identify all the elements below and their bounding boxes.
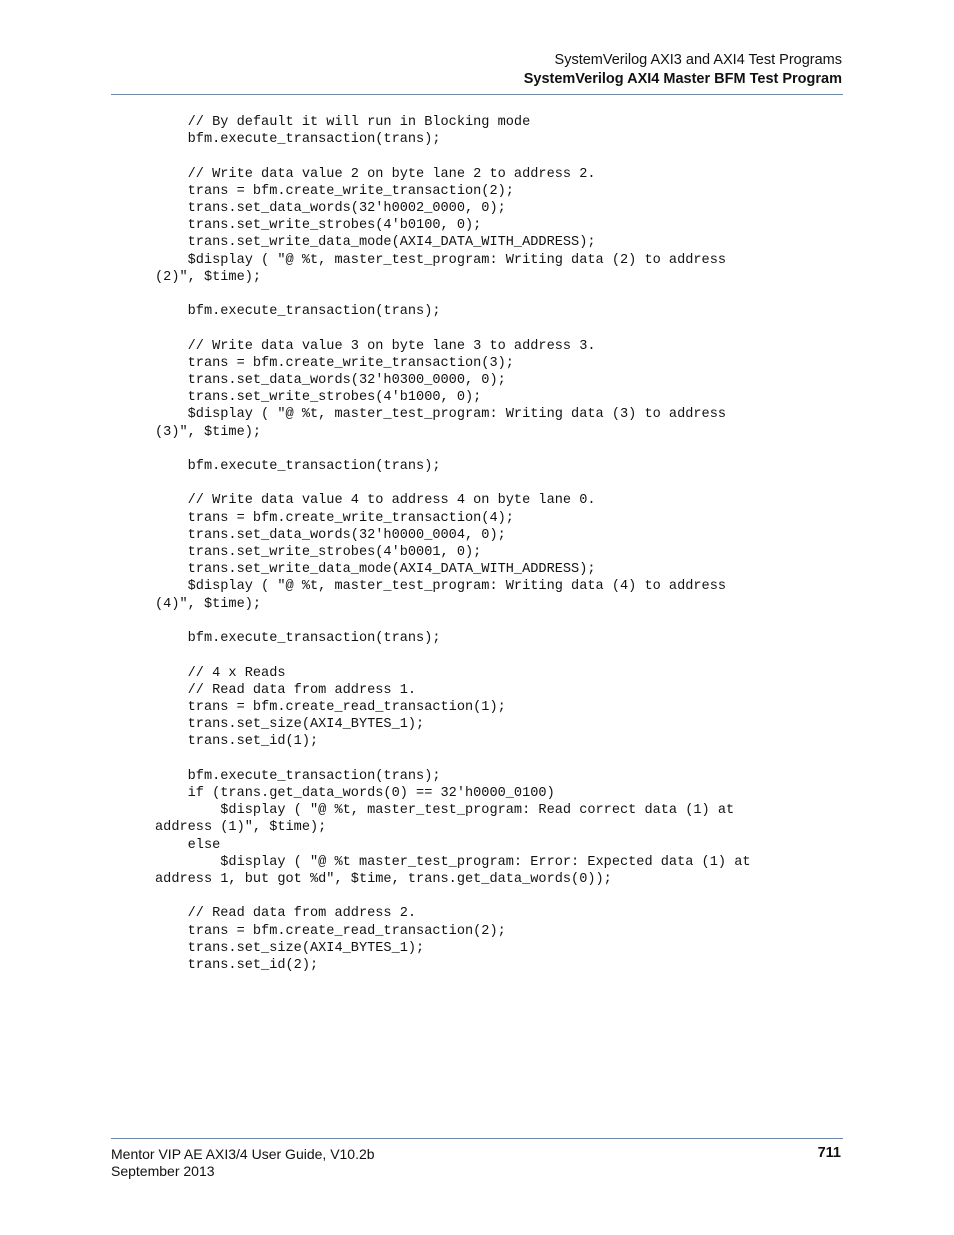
code-line: // Write data value 2 on byte lane 2 to address 2. xyxy=(155,166,596,182)
code-line: bfm.execute_transaction(trans); xyxy=(155,459,441,475)
code-line: trans = bfm.create_read_transaction(1); xyxy=(155,699,506,715)
code-line: (4)", $time); xyxy=(155,596,262,612)
code-line: trans = bfm.create_read_transaction(2); xyxy=(155,923,506,939)
code-line: // Read data from address 2. xyxy=(155,906,417,922)
footer-divider xyxy=(111,1138,843,1139)
code-line: // Read data from address 1. xyxy=(155,682,417,698)
code-line: trans.set_write_strobes(4'b1000, 0); xyxy=(155,390,482,406)
code-line: address 1, but got %d", $time, trans.get_data_words(0)); xyxy=(155,871,612,887)
header-divider xyxy=(111,94,843,95)
code-line: (3)", $time); xyxy=(155,424,262,440)
code-line: bfm.execute_transaction(trans); xyxy=(155,132,441,148)
code-line: // 4 x Reads xyxy=(155,665,286,681)
code-line: else xyxy=(155,837,221,853)
code-line: $display ( "@ %t, master_test_program: Writing data (3) to address xyxy=(155,407,727,423)
code-line: trans.set_write_strobes(4'b0001, 0); xyxy=(155,545,482,561)
code-line: $display ( "@ %t master_test_program: Error: Expected data (1) at xyxy=(155,854,751,870)
code-line: bfm.execute_transaction(trans); xyxy=(155,631,441,647)
footer-info xyxy=(111,1146,375,1180)
code-line: trans = bfm.create_write_transaction(4); xyxy=(155,510,514,526)
code-line: (2)", $time); xyxy=(155,269,262,285)
code-line: // Write data value 3 on byte lane 3 to address 3. xyxy=(155,338,596,354)
code-line: $display ( "@ %t, master_test_program: Writing data (2) to address xyxy=(155,252,727,268)
code-line: $display ( "@ %t, master_test_program: Read correct data (1) at xyxy=(155,803,735,819)
code-line: trans.set_data_words(32'h0002_0000, 0); xyxy=(155,201,506,217)
code-line: // Write data value 4 to address 4 on byte lane 0. xyxy=(155,493,596,509)
header-section-title: SystemVerilog AXI4 Master BFM Test Program xyxy=(523,71,842,87)
page-number: 711 xyxy=(817,1145,841,1161)
code-line: trans.set_size(AXI4_BYTES_1); xyxy=(155,717,425,733)
code-line: trans.set_id(1); xyxy=(155,734,319,750)
code-line: if (trans.get_data_words(0) == 32'h0000_0100) xyxy=(155,785,555,801)
code-line: $display ( "@ %t, master_test_program: Writing data (4) to address xyxy=(155,579,727,595)
code-line: // By default it will run in Blocking mode xyxy=(155,115,531,130)
header-chapter-title: SystemVerilog AXI3 and AXI4 Test Programs xyxy=(554,52,842,68)
code-line: address (1)", $time); xyxy=(155,820,327,836)
code-listing xyxy=(155,114,751,974)
code-line: trans.set_size(AXI4_BYTES_1); xyxy=(155,940,425,956)
code-line: trans.set_write_strobes(4'b0100, 0); xyxy=(155,218,482,234)
code-line: trans = bfm.create_write_transaction(3); xyxy=(155,355,514,371)
code-line: trans.set_id(2); xyxy=(155,957,319,973)
footer-date: September 2013 xyxy=(111,1163,215,1179)
code-line: trans.set_write_data_mode(AXI4_DATA_WITH_ADDRESS); xyxy=(155,562,596,578)
code-line: bfm.execute_transaction(trans); xyxy=(155,768,441,784)
code-line: trans = bfm.create_write_transaction(2); xyxy=(155,183,514,199)
code-line: trans.set_data_words(32'h0300_0000, 0); xyxy=(155,373,506,389)
code-line: bfm.execute_transaction(trans); xyxy=(155,304,441,320)
code-line: trans.set_data_words(32'h0000_0004, 0); xyxy=(155,527,506,543)
footer-guide-title: Mentor VIP AE AXI3/4 User Guide, V10.2b xyxy=(111,1146,375,1162)
code-line: trans.set_write_data_mode(AXI4_DATA_WITH_ADDRESS); xyxy=(155,235,596,251)
